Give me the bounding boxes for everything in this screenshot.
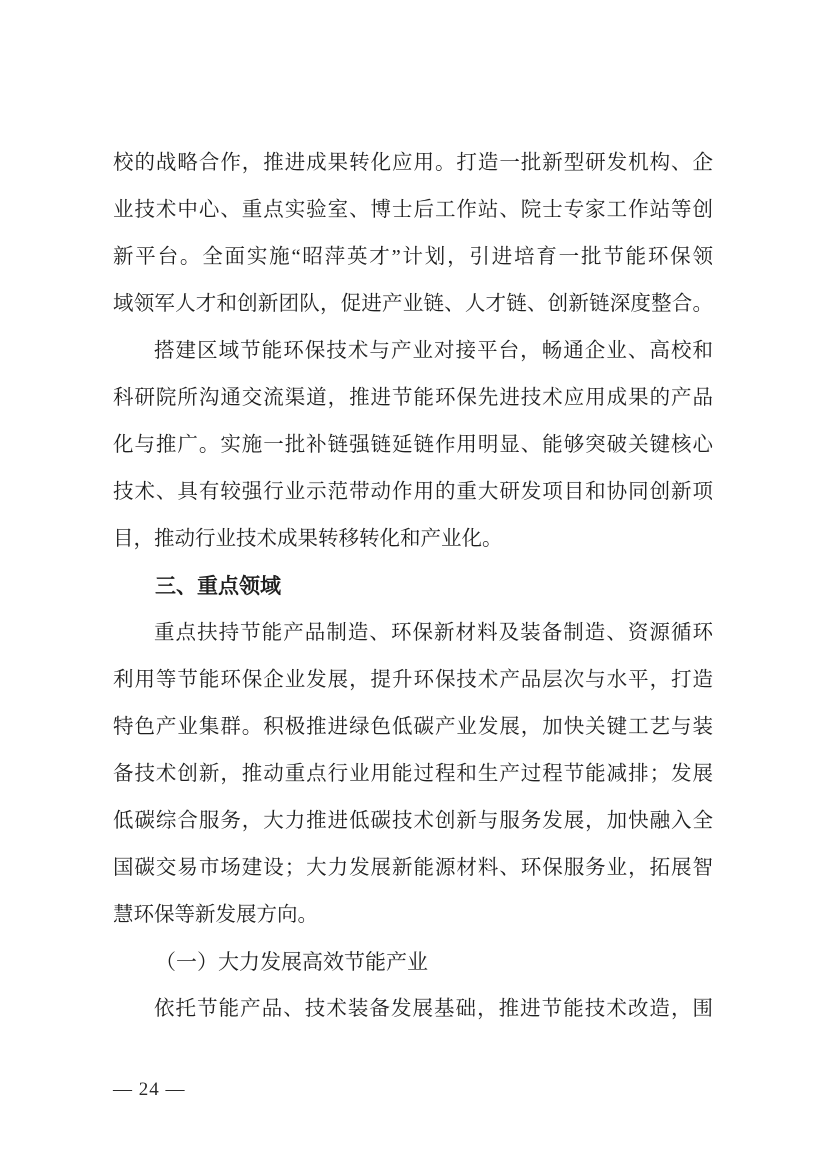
text-line: 校的战略合作，推进成果转化应用。打造一批新型研发机构、企 [113, 152, 713, 174]
text-line: 域领军人才和创新团队，促进产业链、人才链、创新链深度整合。 [113, 293, 713, 315]
text-line: 慧环保等新发展方向。 [113, 904, 318, 926]
text-line: 三、重点领域 [155, 575, 281, 598]
text-line: 依托节能产品、技术装备发展基础，推进节能技术改造，围 [154, 998, 713, 1020]
text-line: 目，推动行业技术成果转移转化和产业化。 [113, 528, 503, 550]
text-line: 利用等节能环保企业发展，提升环保技术产品层次与水平，打造 [113, 669, 713, 691]
paragraph-rely-on [113, 986, 713, 1033]
text-line: 备技术创新，推动重点行业用能过程和生产过程节能减排；发展 [113, 763, 713, 785]
page-number: — 24 — [113, 1079, 186, 1100]
text-line: 化与推广。实施一批补链强链延链作用明显、能够突破关键核心 [113, 434, 713, 456]
text-line: 科研院所沟通交流渠道，推进节能环保先进技术应用成果的产品 [113, 387, 713, 409]
text-line: 技术、具有较强行业示范带动作用的重大研发项目和协同创新项 [113, 481, 713, 503]
text-line: 低碳综合服务，大力推进低碳技术创新与服务发展，加快融入全 [113, 810, 713, 832]
text-line: 特色产业集群。积极推进绿色低碳产业发展，加快关键工艺与装 [113, 716, 713, 738]
section-heading-key-areas [113, 563, 713, 610]
document-body [113, 140, 713, 1033]
subsection-heading-energy-saving [113, 939, 713, 986]
text-line: 重点扶持节能产品制造、环保新材料及装备制造、资源循环 [154, 622, 713, 644]
text-line: 搭建区域节能环保技术与产业对接平台，畅通企业、高校和 [154, 340, 713, 362]
paragraph-platform [113, 328, 713, 563]
text-line: 国碳交易市场建设；大力发展新能源材料、环保服务业，拓展智 [113, 857, 713, 879]
text-line: （一）大力发展高效节能产业 [155, 950, 428, 974]
paragraph-continuation [113, 140, 713, 328]
paragraph-key-support [113, 610, 713, 939]
text-line: 业技术中心、重点实验室、博士后工作站、院士专家工作站等创 [113, 199, 713, 221]
text-line: 新平台。全面实施“昭萍英才”计划，引进培育一批节能环保领 [113, 246, 713, 268]
